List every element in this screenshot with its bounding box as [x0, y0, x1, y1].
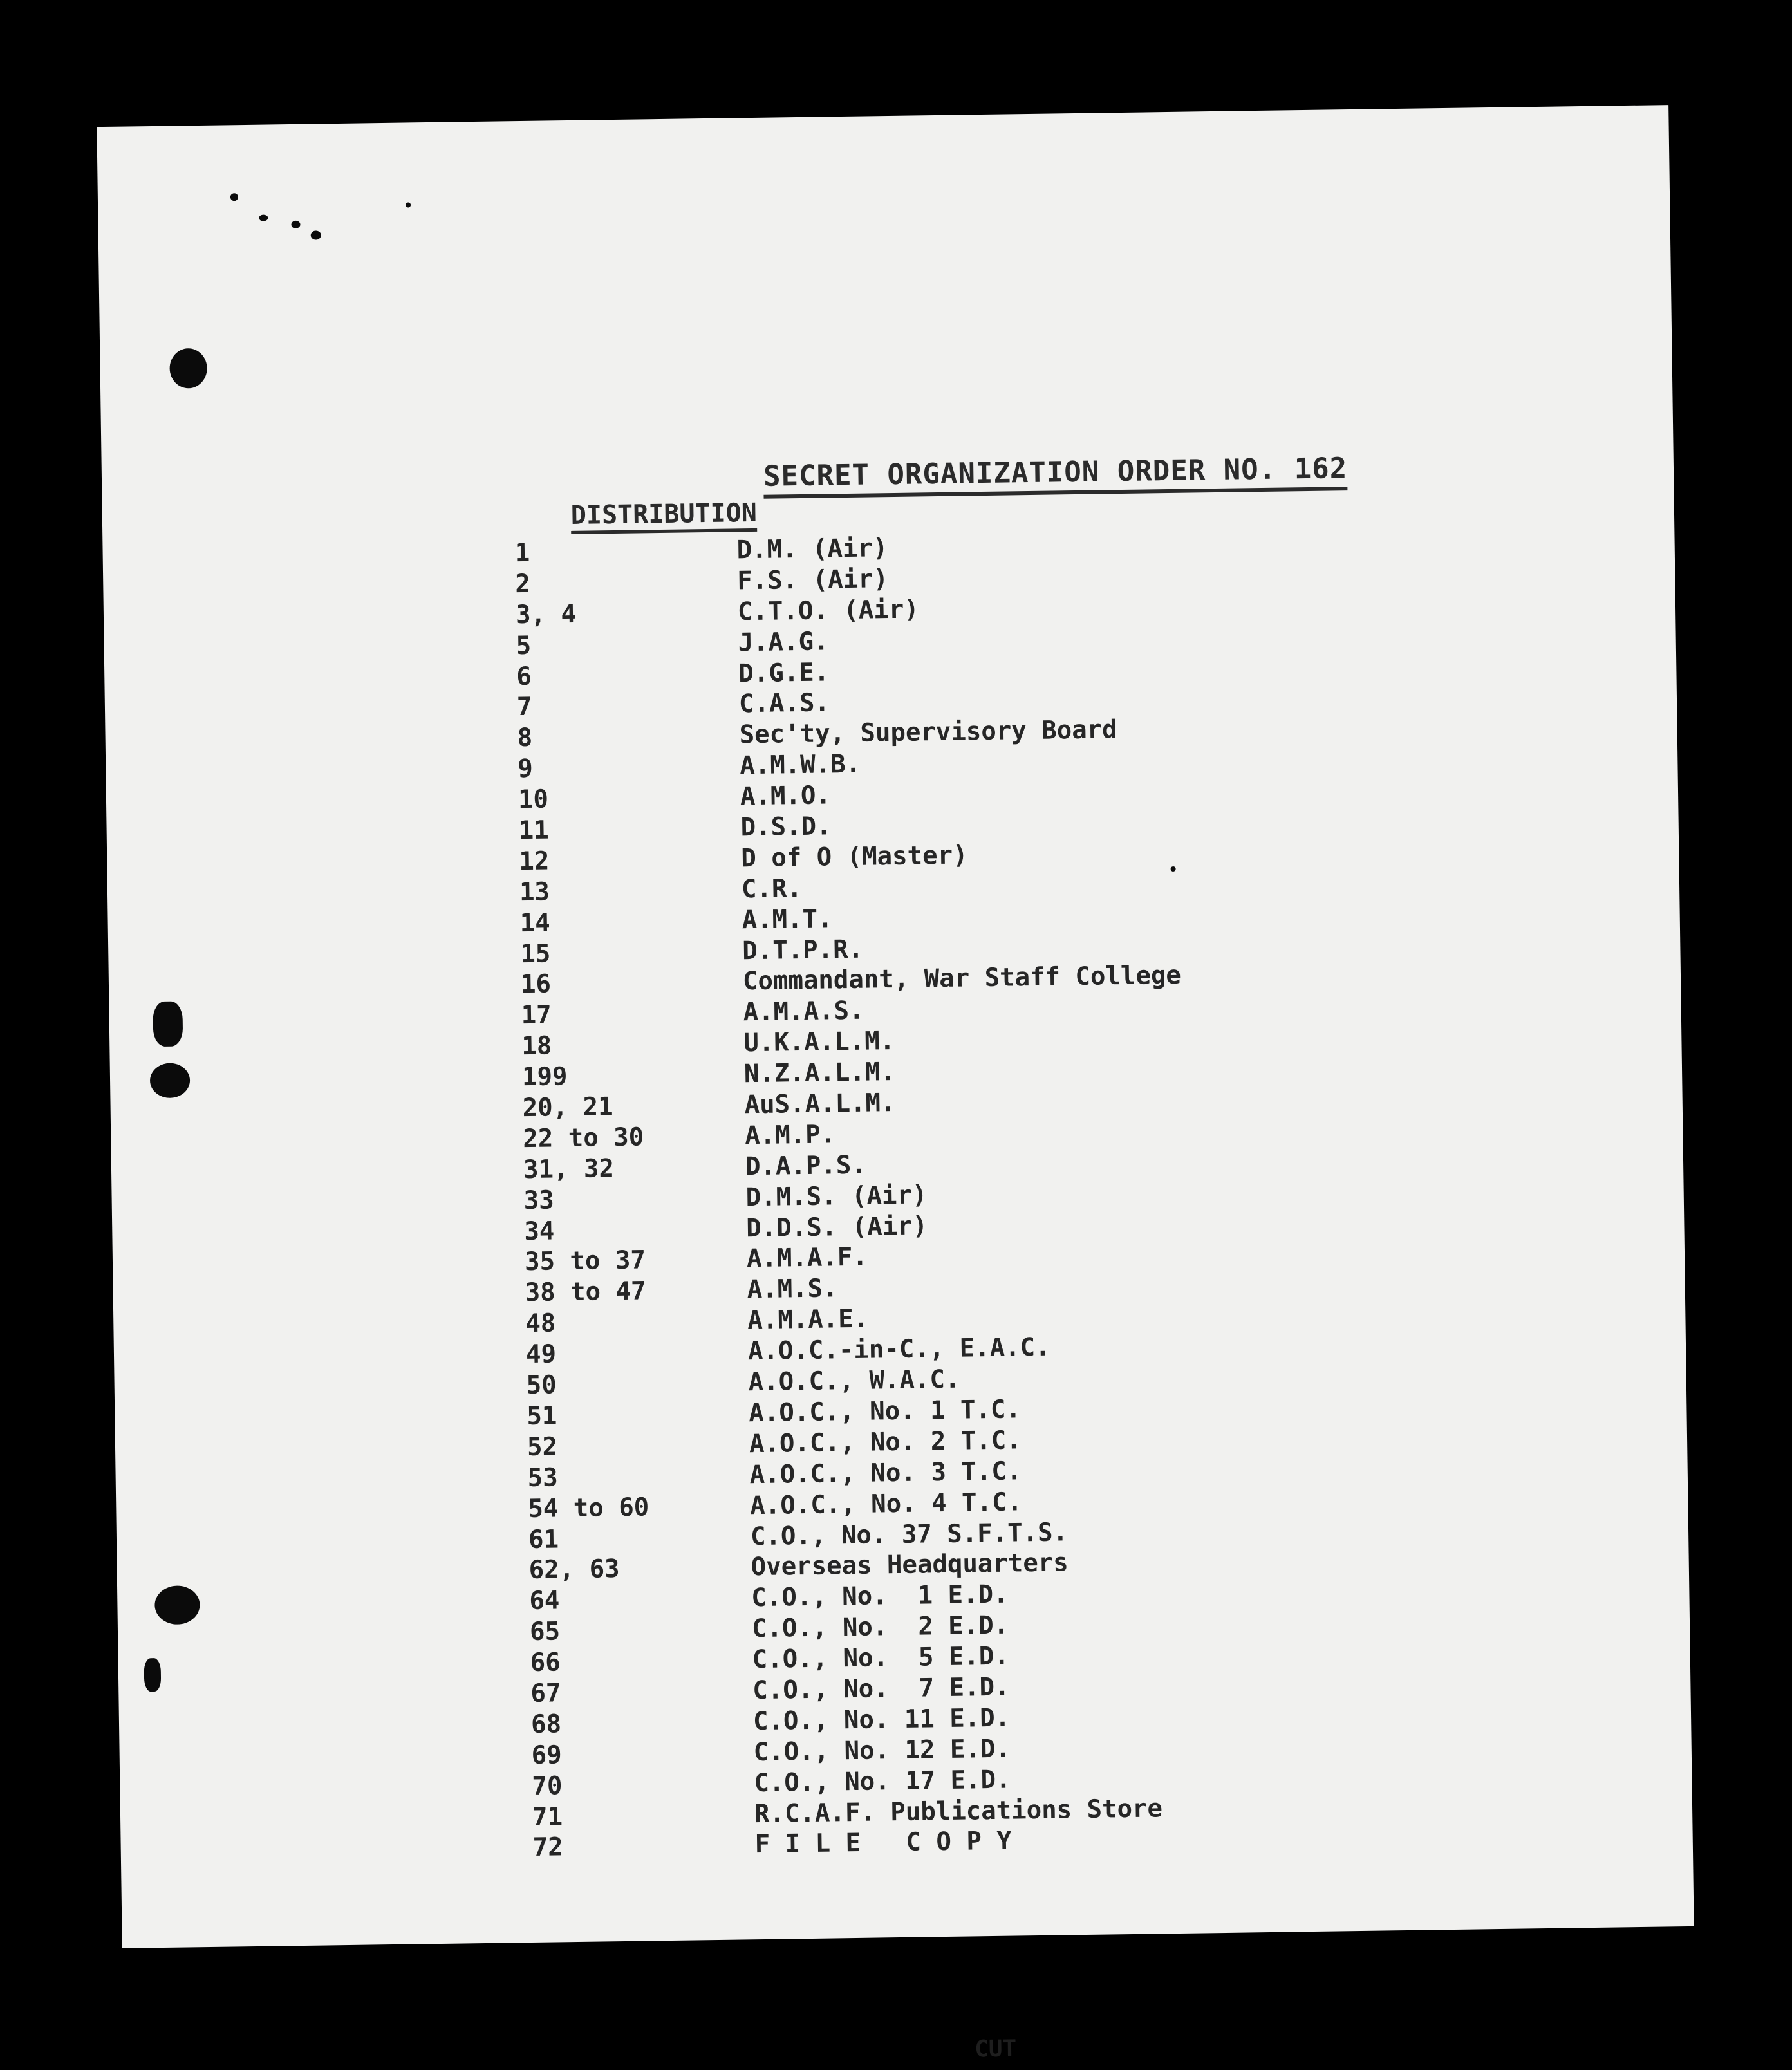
recipient: Overseas Headquarters: [751, 1548, 1069, 1582]
copy-number: 3, 4: [515, 599, 577, 629]
copy-number: 13: [519, 877, 550, 907]
copy-number: 2: [515, 569, 531, 599]
recipient: D of O (Master): [741, 841, 968, 873]
copy-number: 11: [518, 816, 549, 846]
speck-5: [406, 202, 411, 207]
document-title: SECRET ORGANIZATION ORDER NO. 162: [763, 452, 1348, 499]
copy-number: 70: [532, 1771, 563, 1801]
copy-number: 6: [516, 662, 532, 691]
speck-2: [259, 214, 268, 221]
distribution-list: [514, 527, 1370, 1863]
copy-number: 17: [521, 1000, 552, 1030]
copy-number: 31, 32: [523, 1153, 615, 1184]
punch-hole-low-1: [154, 1585, 200, 1625]
punch-hole-mid-1: [153, 1001, 183, 1047]
recipient: D.T.P.R.: [742, 935, 864, 965]
copy-number: 49: [525, 1339, 557, 1370]
recipient: A.O.C., No. 1 T.C.: [749, 1395, 1022, 1428]
recipient: D.D.S. (Air): [746, 1211, 928, 1243]
copy-number: 72: [532, 1832, 564, 1863]
copy-number: 65: [529, 1617, 561, 1647]
copy-number: 48: [525, 1309, 556, 1339]
recipient: A.O.C., No. 4 T.C.: [750, 1487, 1023, 1520]
recipient: A.M.W.B.: [740, 749, 861, 781]
copy-number: 71: [532, 1802, 563, 1832]
copy-number: 62, 63: [528, 1554, 620, 1585]
recipient: C.O., No. 37 S.F.T.S.: [750, 1517, 1069, 1551]
distribution-heading: DISTRIBUTION: [571, 498, 758, 534]
copy-number: 5: [516, 631, 532, 660]
punch-hole-top: [169, 348, 207, 389]
recipient: N.Z.A.L.M.: [743, 1058, 896, 1089]
recipient: AuS.A.L.M.: [744, 1088, 896, 1120]
recipient: U.K.A.L.M.: [743, 1027, 895, 1058]
copy-number: 12: [519, 846, 550, 877]
recipient: R.C.A.F. Publications Store: [754, 1793, 1163, 1829]
copy-number: 66: [530, 1648, 561, 1678]
copy-number: 8: [517, 723, 533, 753]
copy-number: 15: [520, 939, 551, 969]
recipient: A.M.A.E.: [747, 1304, 869, 1336]
copy-number: 20, 21: [522, 1092, 613, 1123]
recipient: C.O., No. 11 E.D.: [752, 1703, 1011, 1737]
copy-number: 38 to 47: [525, 1276, 646, 1308]
copy-number: 34: [524, 1217, 555, 1246]
recipient: A.O.C.-in-C., E.A.C.: [747, 1332, 1050, 1366]
copy-number: 14: [519, 908, 550, 938]
copy-number: 50: [526, 1370, 557, 1401]
copy-number: 18: [521, 1031, 552, 1061]
recipient: C.O., No. 1 E.D.: [751, 1580, 1009, 1613]
recipient: F I L E C O P Y: [754, 1827, 1013, 1860]
recipient: C.O., No. 17 E.D.: [754, 1765, 1011, 1798]
recipient: D.S.D.: [740, 812, 832, 843]
recipient: A.M.A.S.: [743, 996, 864, 1027]
punch-hole-low-2: [144, 1658, 162, 1692]
copy-number: 69: [531, 1740, 563, 1770]
recipient: A.M.O.: [740, 781, 832, 812]
cut-mark: CUT: [974, 2035, 1017, 2063]
copy-number: 35 to 37: [524, 1245, 646, 1277]
recipient: C.R.: [741, 873, 803, 904]
recipient: C.O., No. 12 E.D.: [753, 1734, 1011, 1767]
copy-number: 51: [527, 1401, 557, 1431]
speck-3: [291, 221, 300, 228]
copy-number: 7: [516, 693, 532, 722]
recipient: A.M.A.F.: [746, 1243, 868, 1274]
recipient: A.M.P.: [745, 1120, 836, 1151]
copy-number: 9: [518, 754, 534, 784]
recipient: A.M.T.: [742, 904, 833, 935]
recipient: F.S. (Air): [736, 564, 889, 596]
recipient: A.O.C., W.A.C.: [748, 1365, 960, 1397]
recipient: A.O.C., No. 3 T.C.: [749, 1457, 1022, 1489]
recipient: Sec'ty, Supervisory Board: [739, 715, 1117, 750]
recipient: D.M. (Air): [736, 534, 888, 565]
copy-number: 54 to 60: [528, 1493, 649, 1524]
recipient: A.M.S.: [747, 1274, 838, 1305]
copy-number: 16: [520, 969, 552, 1000]
punch-hole-mid-2: [150, 1063, 191, 1098]
speck-4: [311, 230, 321, 239]
copy-number: 61: [528, 1524, 559, 1554]
copy-number: 10: [518, 785, 549, 815]
copy-number: 64: [529, 1586, 560, 1616]
copy-number: 33: [523, 1186, 554, 1215]
recipient: C.T.O. (Air): [737, 595, 920, 627]
recipient: C.O., No. 7 E.D.: [752, 1672, 1010, 1706]
recipient: C.O., No. 5 E.D.: [752, 1641, 1010, 1675]
copy-number: 22 to 30: [523, 1123, 644, 1154]
copy-number: 52: [527, 1432, 558, 1462]
copy-number: 67: [530, 1679, 561, 1708]
copy-number: 1: [514, 538, 530, 568]
recipient: D.M.S. (Air): [745, 1180, 928, 1212]
recipient: C.A.S.: [738, 688, 830, 719]
recipient: J.A.G.: [738, 627, 829, 658]
copy-number: 68: [530, 1710, 562, 1739]
copy-number: 199: [521, 1062, 568, 1092]
recipient: D.G.E.: [738, 657, 830, 688]
recipient: D.A.P.S.: [745, 1150, 867, 1182]
recipient: C.O., No. 2 E.D.: [751, 1610, 1009, 1644]
speck-1: [230, 193, 238, 201]
copy-number: 53: [527, 1463, 559, 1493]
recipient: A.O.C., No. 2 T.C.: [749, 1426, 1022, 1459]
paper-sheet: [97, 105, 1694, 2063]
recipient: Commandant, War Staff College: [742, 961, 1182, 996]
